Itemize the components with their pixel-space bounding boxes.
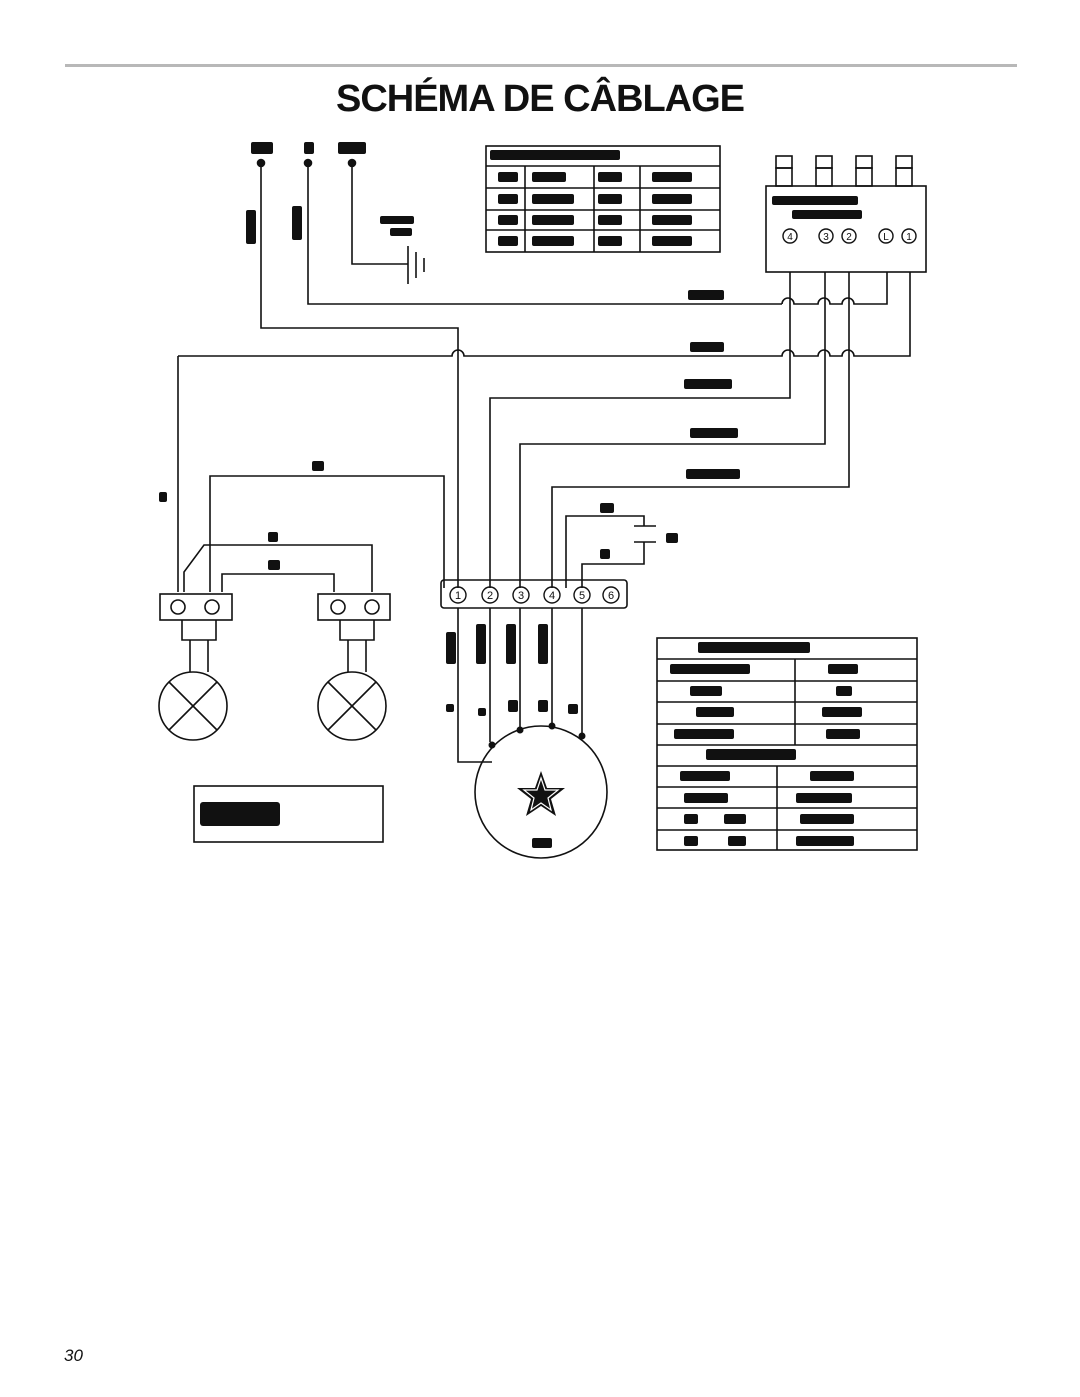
motor-terminal-6: 6 [607, 590, 615, 602]
switch-terminal-3: 3 [823, 232, 829, 243]
supply-terminal-black [258, 160, 265, 167]
supply-terminal-white [305, 160, 312, 167]
lamp-left-icon [159, 672, 227, 740]
switch-terminal-L: L [883, 232, 889, 243]
lamp-right-icon [318, 672, 386, 740]
motor-terminal-2: 2 [486, 590, 494, 602]
motor-terminal-5: 5 [578, 590, 586, 602]
motor-terminal-circles [450, 587, 619, 603]
switch-terminal-4: 4 [787, 232, 793, 243]
switch-terminal-1: 1 [906, 232, 912, 243]
ground-icon [408, 246, 424, 284]
motor-terminal-1: 1 [454, 590, 462, 602]
page-title: SCHÉMA DE CÂBLAGE [335, 78, 745, 120]
switch-buttons [776, 156, 912, 186]
motor-terminal-4: 4 [548, 590, 556, 602]
motor-terminal-block [441, 580, 627, 608]
motor-terminal-3: 3 [517, 590, 525, 602]
illegible-labels [159, 142, 862, 848]
switch-terminal-2: 2 [846, 232, 852, 243]
supply-terminal-ground [349, 160, 356, 167]
page-number: 30 [64, 1346, 83, 1365]
